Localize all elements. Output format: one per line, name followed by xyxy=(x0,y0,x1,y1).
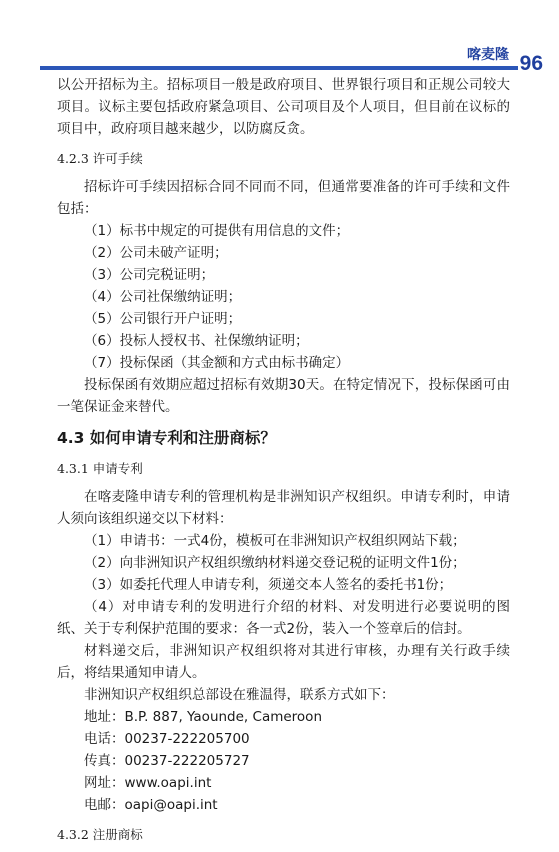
contact-website: 网址：www.oapi.int xyxy=(84,775,212,791)
contact-address: 地址：B.P. 887, Yaounde, Cameroon xyxy=(84,709,322,725)
patent-item: （2）向非洲知识产权组织缴纳材料递交登记税的证明文件1份； xyxy=(84,555,466,571)
permit-item: （1）标书中规定的可提供有用信息的文件； xyxy=(84,223,350,239)
contact-fax: 传真：00237-222205727 xyxy=(84,753,250,769)
contact-email: 电邮：oapi@oapi.int xyxy=(84,797,218,813)
permit-item: （3）公司完税证明； xyxy=(84,267,215,283)
header-title: 喀麦隆 xyxy=(467,47,509,63)
permit-item: （6）投标人授权书、社保缴纳证明； xyxy=(84,333,309,349)
paragraph-continued: 以公开招标为主。招标项目一般是政府项目、世界银行项目和正规公司较大项目。议标主要包括政府紧急项目、公司项目及个人项目，但目前在议标的项目中，政府项目越来越少，以防腐反贪。 xyxy=(57,77,510,137)
permit-item: （5）公司银行开户证明； xyxy=(84,311,242,327)
permit-intro: 招标许可手续因招标合同不同而不同，但通常要准备的许可手续和文件包括： xyxy=(57,179,510,217)
permit-item: （7）投标保函（其金额和方式由标书确定） xyxy=(84,355,350,371)
page-number: 96 xyxy=(519,52,543,75)
section-heading-4-3-1: 4.3.1 申请专利 xyxy=(57,461,143,476)
patent-intro: 在喀麦隆申请专利的管理机构是非洲知识产权组织。申请专利时，申请人须向该组织递交以下材料： xyxy=(57,489,510,527)
contact-intro: 非洲知识产权组织总部设在雅温得，联系方式如下： xyxy=(84,687,395,703)
permit-item: （2）公司未破产证明； xyxy=(84,245,228,261)
patent-item: （3）如委托代理人申请专利，须递交本人签名的委托书1份； xyxy=(84,577,453,593)
permit-item: （4）公司社保缴纳证明； xyxy=(84,289,242,305)
section-heading-4-2-3: 4.2.3 许可手续 xyxy=(57,151,143,166)
section-heading-4-3: 4.3 如何申请专利和注册商标？ xyxy=(57,429,276,447)
patent-after: 材料递交后，非洲知识产权组织将对其进行审核，办理有关行政手续后，将结果通知申请人。 xyxy=(57,643,510,681)
section-heading-4-3-2: 4.3.2 注册商标 xyxy=(57,827,143,842)
patent-item: （1）申请书：一式4份，模板可在非洲知识产权组织网站下载； xyxy=(84,533,466,549)
patent-item-4: （4）对申请专利的发明进行介绍的材料、对发明进行必要说明的图纸、关于专利保护范围的要求：各一式2份，装入一个签章后的信封。 xyxy=(57,599,510,637)
contact-phone: 电话：00237-222205700 xyxy=(84,731,250,747)
permit-closing: 投标保函有效期应超过招标有效期30天。在特定情况下，投标保函可由一笔保证金来替代。 xyxy=(57,377,510,415)
page-body xyxy=(57,74,510,852)
header-rule xyxy=(40,66,518,70)
